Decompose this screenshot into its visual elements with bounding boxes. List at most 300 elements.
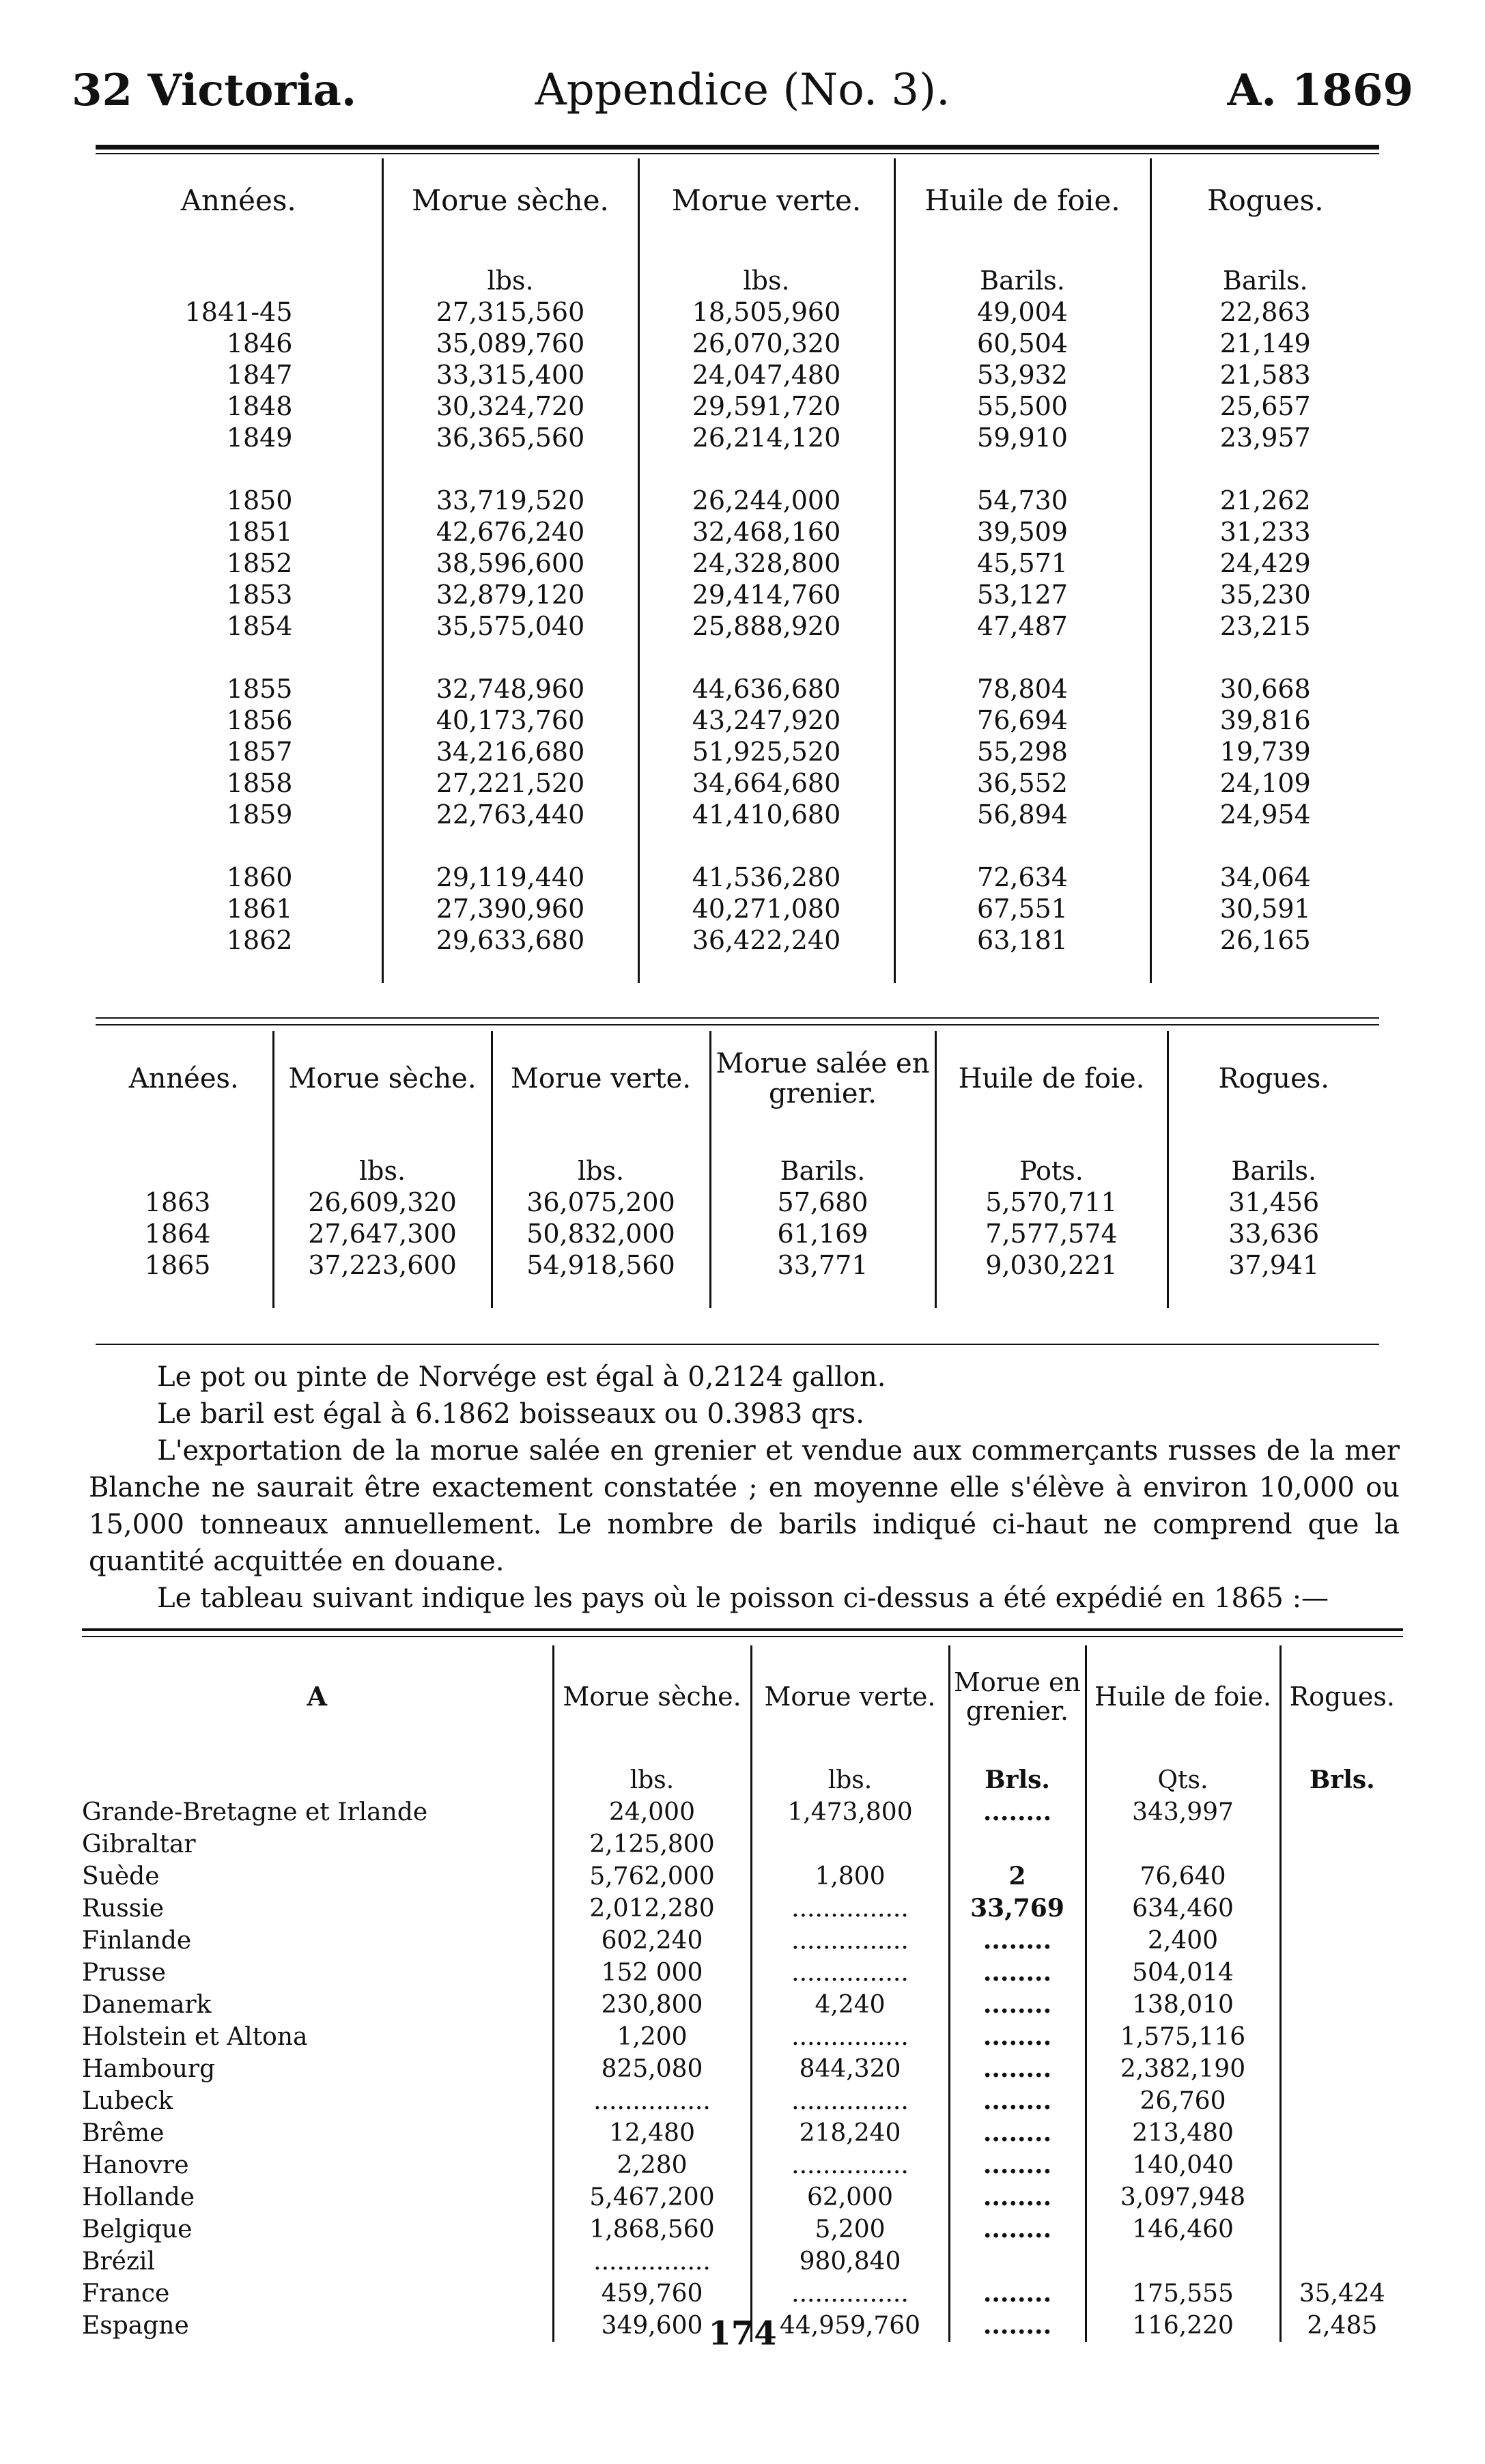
table-cell: ........ bbox=[949, 2278, 1086, 2310]
table-row bbox=[82, 2181, 1403, 2213]
table-cell: 27,390,960 bbox=[382, 893, 638, 924]
table-cell: 29,633,680 bbox=[382, 924, 638, 983]
table-body bbox=[82, 1748, 1403, 2342]
table-cell bbox=[1280, 2021, 1403, 2053]
table-cell: 1862 bbox=[226, 925, 293, 955]
country-name bbox=[82, 1989, 553, 2021]
table-cell bbox=[1280, 2085, 1403, 2117]
unit-cell: Barils. bbox=[1168, 1127, 1379, 1187]
mid-rule bbox=[96, 1017, 1379, 1019]
table-row bbox=[96, 359, 1379, 391]
table-cell: 7,577,574 bbox=[935, 1218, 1168, 1249]
table-cell: 44,636,680 bbox=[638, 642, 894, 705]
table-row bbox=[82, 1925, 1403, 1957]
table-cell: 33,771 bbox=[710, 1249, 935, 1308]
export-by-country-1865 bbox=[82, 1645, 1403, 2342]
table-cell: 63,181 bbox=[894, 924, 1150, 983]
table-cell: 5,762,000 bbox=[553, 1860, 751, 1893]
table-cell: 825,080 bbox=[553, 2053, 751, 2085]
col-header-liver-oil: Huile de foie. bbox=[1086, 1645, 1280, 1748]
table-cell: 23,957 bbox=[1150, 422, 1379, 453]
table-cell: 62,000 bbox=[751, 2181, 949, 2213]
table-cell: 26,214,120 bbox=[638, 422, 894, 453]
table-cell: 343,997 bbox=[1086, 1796, 1280, 1828]
table-cell: 47,487 bbox=[894, 610, 1150, 642]
table-row bbox=[82, 2246, 1403, 2278]
col-header-green-cod: Morue verte. bbox=[638, 158, 894, 243]
table-cell: 76,694 bbox=[894, 705, 1150, 736]
table-cell: 22,763,440 bbox=[382, 799, 638, 830]
table-row bbox=[96, 642, 1379, 705]
country-label: Brême bbox=[82, 2119, 165, 2147]
table-cell: 37,941 bbox=[1168, 1249, 1379, 1308]
table-cell: 72,634 bbox=[894, 830, 1150, 893]
table-cell: 1850 bbox=[226, 485, 293, 515]
unit-cell: Barils. bbox=[1150, 243, 1379, 296]
table-cell: 5,570,711 bbox=[935, 1187, 1168, 1218]
col-header-dry-cod: Morue sèche. bbox=[273, 1031, 492, 1127]
note-table-intro: Le tableau suivant indique les pays où le poisson ci-dessus a été expédié en 1865 :— bbox=[157, 1583, 1329, 1614]
table-row bbox=[96, 830, 1379, 893]
table-cell: 42,676,240 bbox=[382, 516, 638, 548]
table-cell: 67,551 bbox=[894, 893, 1150, 924]
table-cell: 36,075,200 bbox=[492, 1187, 710, 1218]
table-cell: ........ bbox=[949, 2053, 1086, 2085]
export-table-1841-1862 bbox=[96, 158, 1379, 983]
table-cell: 1846 bbox=[226, 328, 293, 358]
table-cell bbox=[1280, 2149, 1403, 2181]
table-cell: 32,879,120 bbox=[382, 579, 638, 610]
table-cell: 1858 bbox=[226, 768, 293, 798]
table-cell: 55,298 bbox=[894, 736, 1150, 767]
table-cell: 53,932 bbox=[894, 359, 1150, 391]
table-cell: ............... bbox=[751, 2278, 949, 2310]
unit-cell: lbs. bbox=[553, 1748, 751, 1796]
table-cell: ........ bbox=[949, 1989, 1086, 2021]
table-cell: 61,169 bbox=[710, 1218, 935, 1249]
table-cell bbox=[1280, 1989, 1403, 2021]
table-cell: 25,657 bbox=[1150, 391, 1379, 422]
table-cell: ............... bbox=[751, 2149, 949, 2181]
table-row bbox=[96, 296, 1379, 328]
country-label: Espagne bbox=[82, 2312, 189, 2340]
table-cell: 1841-45 bbox=[184, 297, 293, 327]
table-cell bbox=[1280, 2053, 1403, 2085]
table-cell: ............... bbox=[751, 1925, 949, 1957]
table-cell: ............... bbox=[553, 2246, 751, 2278]
table-cell: 2,382,190 bbox=[1086, 2053, 1280, 2085]
col-header-roes: Rogues. bbox=[1150, 158, 1379, 243]
top-rule bbox=[96, 145, 1379, 150]
table-row bbox=[96, 736, 1379, 767]
table-row bbox=[96, 767, 1379, 799]
table-cell: 1865 bbox=[144, 1250, 211, 1280]
country-label: Holstein et Altona bbox=[82, 2023, 308, 2051]
table-row bbox=[96, 1249, 1379, 1308]
table-cell: 36,422,240 bbox=[638, 924, 894, 983]
table-cell: 1854 bbox=[226, 611, 293, 641]
table-header-row bbox=[96, 1031, 1379, 1127]
rule-before-table3 bbox=[82, 1628, 1403, 1631]
table-cell: ........ bbox=[949, 2310, 1086, 2342]
table-row bbox=[96, 548, 1379, 579]
units-row bbox=[96, 243, 1379, 296]
table-cell: 78,804 bbox=[894, 642, 1150, 705]
table-cell: 459,760 bbox=[553, 2278, 751, 2310]
header-appendix: Appendice (No. 3). bbox=[535, 65, 950, 115]
table-row bbox=[82, 2278, 1403, 2310]
table-cell: 1853 bbox=[226, 580, 293, 610]
country-label: Danemark bbox=[82, 1991, 212, 2019]
country-name bbox=[82, 1860, 553, 1893]
table-cell: 1864 bbox=[144, 1219, 211, 1249]
table-cell: 1863 bbox=[144, 1187, 211, 1217]
table-cell: 26,070,320 bbox=[638, 328, 894, 359]
table-cell: ............... bbox=[751, 1957, 949, 1989]
table-cell: 54,730 bbox=[894, 453, 1150, 516]
table-cell bbox=[1280, 2246, 1403, 2278]
unit-cell: lbs. bbox=[382, 243, 638, 296]
table-cell: ........ bbox=[949, 1796, 1086, 1828]
unit-cell: lbs. bbox=[638, 243, 894, 296]
table-cell: 44,959,760 bbox=[751, 2310, 949, 2342]
table-cell: 33,636 bbox=[1168, 1218, 1379, 1249]
table-cell bbox=[1280, 1828, 1403, 1860]
table-cell: ........ bbox=[949, 2085, 1086, 2117]
country-label: Russie bbox=[82, 1895, 165, 1923]
page-number: 174 bbox=[708, 2314, 777, 2353]
table-cell: ........ bbox=[949, 1925, 1086, 1957]
col-header-liver-oil: Huile de foie. bbox=[935, 1031, 1168, 1127]
note-pot: Le pot ou pinte de Norvége est égal à 0,2124 gallon. bbox=[157, 1361, 886, 1393]
table-cell: 59,910 bbox=[894, 422, 1150, 453]
country-name bbox=[82, 2213, 553, 2246]
table-cell: 1,575,116 bbox=[1086, 2021, 1280, 2053]
col-header-liver-oil: Huile de foie. bbox=[894, 158, 1150, 243]
table-cell: 29,119,440 bbox=[382, 830, 638, 893]
table-cell: 2,400 bbox=[1086, 1925, 1280, 1957]
table-cell: 5,467,200 bbox=[553, 2181, 751, 2213]
table-cell: 35,424 bbox=[1280, 2278, 1403, 2310]
table-cell: 33,769 bbox=[949, 1893, 1086, 1925]
table-cell: 22,863 bbox=[1150, 296, 1379, 328]
table-cell: 35,230 bbox=[1150, 579, 1379, 610]
table-cell: 1848 bbox=[226, 391, 293, 421]
table-cell bbox=[1280, 1957, 1403, 1989]
table-cell: 1,868,560 bbox=[553, 2213, 751, 2246]
table-cell bbox=[1280, 2213, 1403, 2246]
table-cell: 23,215 bbox=[1150, 610, 1379, 642]
table-cell: 32,468,160 bbox=[638, 516, 894, 548]
table-cell: 24,000 bbox=[553, 1796, 751, 1828]
table-row bbox=[96, 924, 1379, 983]
table-cell: 40,173,760 bbox=[382, 705, 638, 736]
table-row bbox=[82, 2085, 1403, 2117]
table-cell bbox=[1280, 1796, 1403, 1828]
table-cell: 31,456 bbox=[1168, 1187, 1379, 1218]
table-row bbox=[82, 2021, 1403, 2053]
table-cell: 30,668 bbox=[1150, 642, 1379, 705]
country-name bbox=[82, 1925, 553, 1957]
table-row bbox=[82, 2213, 1403, 2246]
table-cell: 30,591 bbox=[1150, 893, 1379, 924]
table-cell: 27,647,300 bbox=[273, 1218, 492, 1249]
table-cell: 25,888,920 bbox=[638, 610, 894, 642]
table-cell: 34,064 bbox=[1150, 830, 1379, 893]
table-cell: 116,220 bbox=[1086, 2310, 1280, 2342]
table-row bbox=[82, 1860, 1403, 1893]
col-header-dry-cod: Morue sèche. bbox=[553, 1645, 751, 1748]
col-header-years: Années. bbox=[180, 184, 296, 217]
units-row bbox=[96, 1127, 1379, 1187]
table-cell bbox=[949, 1828, 1086, 1860]
table-cell: 19,739 bbox=[1150, 736, 1379, 767]
table-cell: ........ bbox=[949, 2213, 1086, 2246]
table-row bbox=[96, 799, 1379, 830]
table-cell: 56,894 bbox=[894, 799, 1150, 830]
table-row bbox=[82, 2149, 1403, 2181]
table-cell: 230,800 bbox=[553, 1989, 751, 2021]
col-header-green-cod: Morue verte. bbox=[751, 1645, 949, 1748]
table-cell bbox=[1086, 1828, 1280, 1860]
country-label: Hollande bbox=[82, 2183, 195, 2211]
unit-cell: Qts. bbox=[1086, 1748, 1280, 1796]
table-cell: 21,149 bbox=[1150, 328, 1379, 359]
table-cell: ............... bbox=[751, 2085, 949, 2117]
table-cell: 24,954 bbox=[1150, 799, 1379, 830]
table-cell: 49,004 bbox=[894, 296, 1150, 328]
table-cell: 1,200 bbox=[553, 2021, 751, 2053]
col-header-dry-cod: Morue sèche. bbox=[382, 158, 638, 243]
table-row bbox=[82, 1957, 1403, 1989]
col-header-granary-cod: Morue en grenier. bbox=[949, 1645, 1086, 1748]
unit-cell: lbs. bbox=[751, 1748, 949, 1796]
unit-cell bbox=[96, 1127, 273, 1187]
table-cell: 18,505,960 bbox=[638, 296, 894, 328]
table-cell: 38,596,600 bbox=[382, 548, 638, 579]
table-cell: 980,840 bbox=[751, 2246, 949, 2278]
table-cell: 1852 bbox=[226, 548, 293, 578]
rule-after-table2 bbox=[96, 1344, 1379, 1345]
table-row bbox=[96, 516, 1379, 548]
table-row bbox=[96, 391, 1379, 422]
table-cell: 1861 bbox=[226, 894, 293, 924]
table-row bbox=[96, 893, 1379, 924]
col-header-country: A bbox=[307, 1681, 327, 1712]
table-cell bbox=[949, 2246, 1086, 2278]
unit-cell: Barils. bbox=[894, 243, 1150, 296]
table-cell: 41,410,680 bbox=[638, 799, 894, 830]
table-row bbox=[96, 1218, 1379, 1249]
table-cell: 54,918,560 bbox=[492, 1249, 710, 1308]
table-cell: 37,223,600 bbox=[273, 1249, 492, 1308]
table-cell: ........ bbox=[949, 1957, 1086, 1989]
table-cell: 146,460 bbox=[1086, 2213, 1280, 2246]
unit-cell: lbs. bbox=[492, 1127, 710, 1187]
country-name bbox=[82, 2117, 553, 2149]
table-cell: 9,030,221 bbox=[935, 1249, 1168, 1308]
table-cell: 1,800 bbox=[751, 1860, 949, 1893]
table-cell: 175,555 bbox=[1086, 2278, 1280, 2310]
table-cell: 39,816 bbox=[1150, 705, 1379, 736]
table-cell: 21,583 bbox=[1150, 359, 1379, 391]
table-cell: 35,089,760 bbox=[382, 328, 638, 359]
units-row bbox=[82, 1748, 1403, 1796]
col-header-salted-cod: Morue salée en grenier. bbox=[710, 1031, 935, 1127]
table-row bbox=[96, 1187, 1379, 1218]
table-body bbox=[96, 1127, 1379, 1308]
country-label: Hanovre bbox=[82, 2151, 189, 2179]
table-cell: 33,719,520 bbox=[382, 453, 638, 516]
table-cell: 602,240 bbox=[553, 1925, 751, 1957]
country-label: Gibraltar bbox=[82, 1830, 196, 1858]
top-rule-thin bbox=[96, 153, 1379, 154]
table-row bbox=[96, 453, 1379, 516]
table-cell: ............... bbox=[751, 1893, 949, 1925]
table-cell: 349,600 bbox=[553, 2310, 751, 2342]
table-cell bbox=[1280, 2181, 1403, 2213]
country-name bbox=[82, 2085, 553, 2117]
table-cell: ........ bbox=[949, 2117, 1086, 2149]
table-cell: 2,280 bbox=[553, 2149, 751, 2181]
table-cell: 43,247,920 bbox=[638, 705, 894, 736]
table-row bbox=[82, 1893, 1403, 1925]
table-cell: 34,216,680 bbox=[382, 736, 638, 767]
table-cell: 218,240 bbox=[751, 2117, 949, 2149]
country-label: Prusse bbox=[82, 1959, 166, 1987]
table-cell: 1,473,800 bbox=[751, 1796, 949, 1828]
country-name bbox=[82, 2149, 553, 2181]
table-cell: 213,480 bbox=[1086, 2117, 1280, 2149]
table-cell: 24,429 bbox=[1150, 548, 1379, 579]
table-row bbox=[82, 2053, 1403, 2085]
table-row bbox=[82, 2117, 1403, 2149]
table-cell: 1857 bbox=[226, 737, 293, 767]
col-header-years: Années. bbox=[128, 1063, 239, 1094]
table-cell bbox=[1086, 2246, 1280, 2278]
table-cell: 27,315,560 bbox=[382, 296, 638, 328]
table-row bbox=[82, 1796, 1403, 1828]
table-cell: ............... bbox=[553, 2085, 751, 2117]
table-row bbox=[82, 1989, 1403, 2021]
unit-cell: Brls. bbox=[949, 1748, 1086, 1796]
table-cell bbox=[1280, 1860, 1403, 1893]
table-cell: 24,047,480 bbox=[638, 359, 894, 391]
country-name bbox=[82, 1796, 553, 1828]
table-cell: 30,324,720 bbox=[382, 391, 638, 422]
unit-cell bbox=[82, 1748, 553, 1796]
header-year: A. 1869 bbox=[1227, 65, 1413, 116]
country-label: Finlande bbox=[82, 1927, 192, 1955]
col-header-green-cod: Morue verte. bbox=[492, 1031, 710, 1127]
unit-cell: lbs. bbox=[273, 1127, 492, 1187]
table-cell: 26,609,320 bbox=[273, 1187, 492, 1218]
table-header-row bbox=[96, 158, 1379, 243]
table-cell: 41,536,280 bbox=[638, 830, 894, 893]
table-cell: ............... bbox=[751, 2021, 949, 2053]
unit-cell bbox=[96, 243, 382, 296]
country-name bbox=[82, 1828, 553, 1860]
table-cell: 634,460 bbox=[1086, 1893, 1280, 1925]
table-cell: 2,012,280 bbox=[553, 1893, 751, 1925]
unit-cell: Brls. bbox=[1280, 1748, 1403, 1796]
table-cell: 53,127 bbox=[894, 579, 1150, 610]
country-name bbox=[82, 2053, 553, 2085]
table-cell: 36,552 bbox=[894, 767, 1150, 799]
note-export: L'exportation de la morue salée en grenier et vendue aux commerçants russes de la mer Blanche ne saurait être exactement constatée ; en moyenne elle s'élève à environ 10,000 ou 15,000 tonneaux annuellement. Le nombre de barils indiqué ci-haut ne comprend que la quantité acquittée en douane. bbox=[89, 1435, 1400, 1577]
table-cell: 24,109 bbox=[1150, 767, 1379, 799]
country-label: Hambourg bbox=[82, 2055, 216, 2083]
table-cell: 45,571 bbox=[894, 548, 1150, 579]
table-cell: 36,365,560 bbox=[382, 422, 638, 453]
table-cell: ........ bbox=[949, 2149, 1086, 2181]
table-row bbox=[82, 1828, 1403, 1860]
country-name bbox=[82, 1957, 553, 1989]
table-cell: 50,832,000 bbox=[492, 1218, 710, 1249]
table-cell: 26,760 bbox=[1086, 2085, 1280, 2117]
table-body bbox=[96, 243, 1379, 983]
table-cell: 21,262 bbox=[1150, 453, 1379, 516]
table-cell: 152 000 bbox=[553, 1957, 751, 1989]
table-cell: 26,165 bbox=[1150, 924, 1379, 983]
table-cell: 1856 bbox=[226, 705, 293, 735]
country-name bbox=[82, 1893, 553, 1925]
country-label: Suède bbox=[82, 1863, 160, 1891]
table-cell: 34,664,680 bbox=[638, 767, 894, 799]
table-cell: 12,480 bbox=[553, 2117, 751, 2149]
col-header-roes: Rogues. bbox=[1168, 1031, 1379, 1127]
table-cell: 32,748,960 bbox=[382, 642, 638, 705]
country-label: Lubeck bbox=[82, 2087, 173, 2115]
table-cell bbox=[1280, 1893, 1403, 1925]
country-label: France bbox=[82, 2280, 170, 2308]
table-cell: 57,680 bbox=[710, 1187, 935, 1218]
table-cell: 31,233 bbox=[1150, 516, 1379, 548]
table-row bbox=[96, 579, 1379, 610]
table-cell: 51,925,520 bbox=[638, 736, 894, 767]
table-row bbox=[96, 422, 1379, 453]
table-cell: 2,485 bbox=[1280, 2310, 1403, 2342]
table-cell: 26,244,000 bbox=[638, 453, 894, 516]
col-header-roes: Rogues. bbox=[1280, 1645, 1403, 1748]
header-session: 32 Victoria. bbox=[72, 65, 357, 116]
table-cell: 24,328,800 bbox=[638, 548, 894, 579]
table-cell: 39,509 bbox=[894, 516, 1150, 548]
table-cell: 29,414,760 bbox=[638, 579, 894, 610]
table-cell: 35,575,040 bbox=[382, 610, 638, 642]
table-cell: 1849 bbox=[226, 423, 293, 453]
table-cell: 55,500 bbox=[894, 391, 1150, 422]
note-baril: Le baril est égal à 6.1862 boisseaux ou 0.3983 qrs. bbox=[157, 1398, 864, 1430]
table-cell: 1859 bbox=[226, 799, 293, 830]
table-row bbox=[96, 610, 1379, 642]
country-name bbox=[82, 2021, 553, 2053]
country-label: Grande-Bretagne et Irlande bbox=[82, 1798, 428, 1826]
table-cell: 4,240 bbox=[751, 1989, 949, 2021]
country-name bbox=[82, 2181, 553, 2213]
rule-before-table3-thin bbox=[82, 1636, 1403, 1637]
table-cell: 60,504 bbox=[894, 328, 1150, 359]
table-cell: 138,010 bbox=[1086, 1989, 1280, 2021]
country-name bbox=[82, 2278, 553, 2310]
table-header-row bbox=[82, 1645, 1403, 1748]
table-row bbox=[96, 705, 1379, 736]
country-label: Brézil bbox=[82, 2248, 155, 2276]
mid-rule-2 bbox=[96, 1024, 1379, 1025]
table-cell: 76,640 bbox=[1086, 1860, 1280, 1893]
table-cell: 1860 bbox=[226, 862, 293, 892]
table-cell: 844,320 bbox=[751, 2053, 949, 2085]
